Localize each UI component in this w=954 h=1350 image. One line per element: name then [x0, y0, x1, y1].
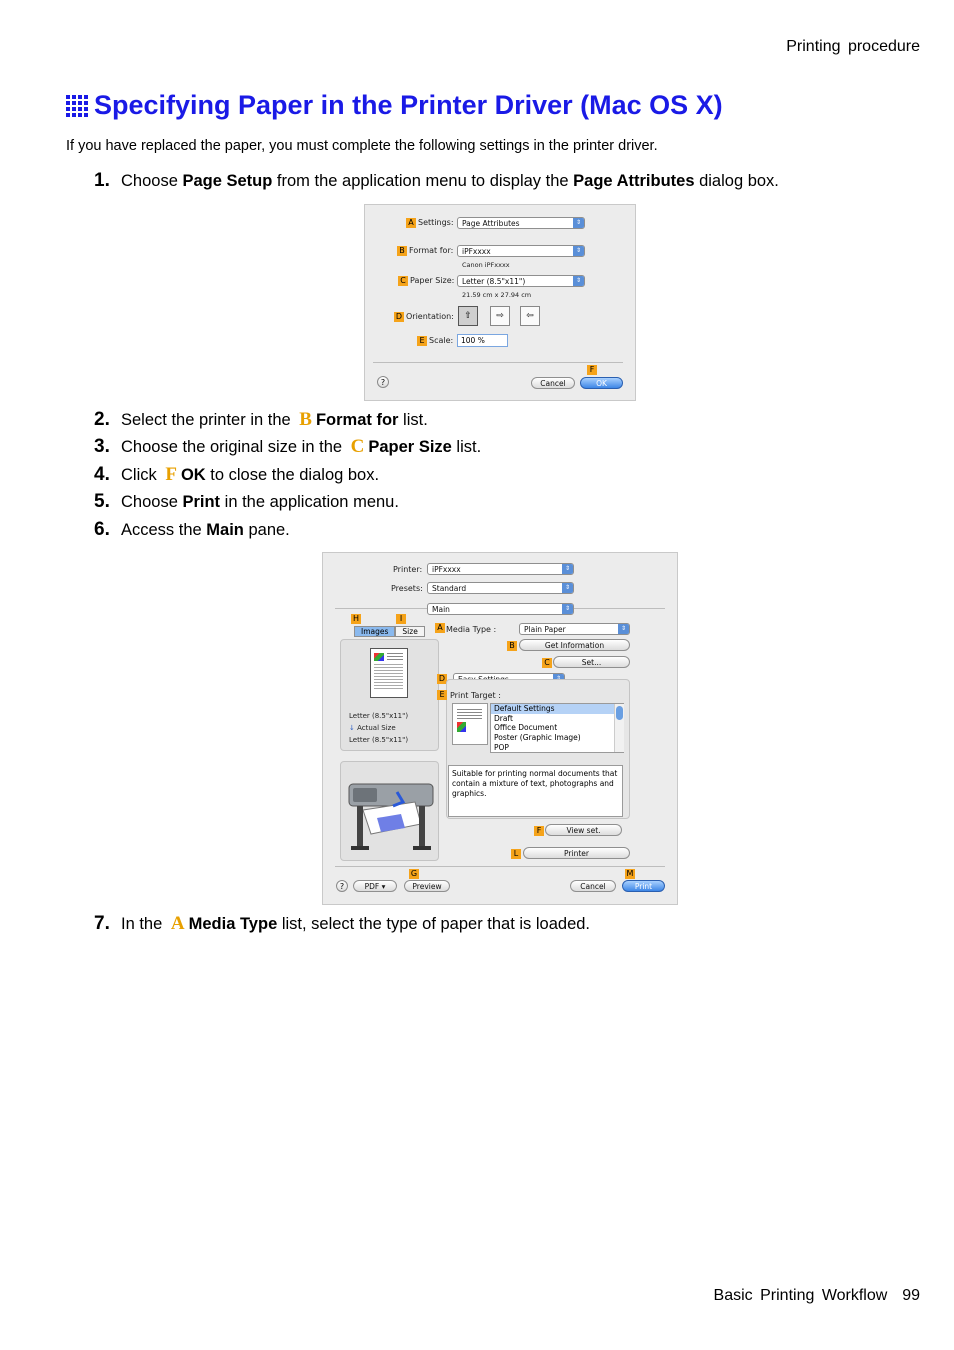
callout-letter: A	[170, 913, 185, 934]
printer-button[interactable]: Printer	[523, 847, 630, 859]
callout-l: L	[511, 849, 521, 859]
step-text: Click F OK to close the dialog box.	[121, 464, 380, 485]
callout-m: M	[626, 869, 634, 878]
presets-popup[interactable]: Standard ⇕	[427, 582, 574, 594]
print-target-label: Print Target :	[450, 691, 501, 700]
step-text: In the A Media Type list, select the type of paper that is loaded.	[121, 913, 591, 934]
divider	[335, 866, 665, 867]
description-box: Suitable for printing normal documents that contain a mixture of text, photographs and graphics.	[448, 765, 623, 817]
settings-label: Settings:	[418, 218, 454, 227]
cancel-button[interactable]: Cancel	[570, 880, 616, 892]
printer-label: Printer:	[393, 565, 423, 574]
format-for-label: Format for:	[409, 246, 454, 255]
preview-panel	[340, 639, 439, 751]
step-3	[94, 436, 481, 458]
running-header: Printing procedure	[786, 38, 920, 55]
step-text: Select the printer in the B Format for list.	[121, 409, 428, 430]
popup-arrow-icon: ⇕	[562, 564, 573, 574]
preview-tabs	[354, 626, 425, 637]
callout-b: B	[397, 246, 407, 256]
callout-b: B	[507, 641, 517, 651]
grid-icon	[66, 95, 88, 117]
callout-h: H	[352, 614, 359, 623]
callout-letter: C	[350, 436, 365, 457]
callout-c: C	[542, 658, 552, 668]
paper-size-popup[interactable]: Letter (8.5"x11") ⇕	[457, 275, 585, 287]
callout-c: C	[398, 276, 408, 286]
pdf-button[interactable]: PDF ▾	[353, 880, 397, 892]
step-text: Choose Page Setup from the application menu to display the Page Attributes dialog box.	[121, 172, 779, 190]
presets-label: Presets:	[391, 584, 423, 593]
preview-button[interactable]: Preview	[404, 880, 450, 892]
step-6	[94, 519, 290, 541]
ok-button[interactable]: OK	[580, 377, 623, 389]
callout-a: A	[435, 623, 445, 633]
step-number: 1.	[94, 170, 110, 191]
popup-arrow-icon: ⇕	[562, 583, 573, 593]
popup-arrow-icon: ⇕	[573, 218, 584, 228]
running-footer: Basic Printing Workflow 99	[713, 1287, 920, 1304]
landscape-right-icon[interactable]: ⇦	[520, 306, 540, 326]
section-title-block	[66, 90, 723, 121]
printer-popup[interactable]: iPFxxxx ⇕	[427, 563, 574, 575]
media-type-label: Media Type :	[446, 625, 497, 634]
step-number: 5.	[94, 491, 110, 512]
tab-size[interactable]: Size	[395, 626, 424, 637]
help-icon[interactable]: ?	[336, 880, 348, 892]
preview-paper-size: Letter (8.5"x11")	[349, 712, 409, 720]
step-text: Access the Main pane.	[121, 521, 290, 539]
preview-output-size: Letter (8.5"x11")	[349, 736, 409, 744]
arrow-down-icon: ↓	[349, 724, 355, 732]
callout-letter: B	[299, 409, 312, 430]
help-icon[interactable]: ?	[377, 376, 389, 388]
step-5	[94, 491, 399, 513]
intro-paragraph: If you have replaced the paper, you must complete the following settings in the printer driver.	[66, 138, 658, 154]
print-target-thumbnail	[452, 703, 488, 745]
format-for-popup[interactable]: iPFxxxx ⇕	[457, 245, 585, 257]
media-type-popup[interactable]: Plain Paper ⇕	[519, 623, 630, 635]
popup-arrow-icon: ⇕	[562, 604, 573, 614]
portrait-icon[interactable]: ⇧	[458, 306, 478, 326]
step-number: 2.	[94, 409, 110, 430]
popup-arrow-icon: ⇕	[573, 246, 584, 256]
page-number: 99	[902, 1287, 920, 1304]
callout-a: A	[406, 218, 416, 228]
callout-f: F	[587, 365, 597, 375]
callout-e: E	[437, 690, 447, 700]
list-item[interactable]: Draft	[494, 713, 513, 723]
format-for-subtext: Canon iPFxxxx	[462, 261, 510, 269]
printer-image-panel	[340, 761, 439, 861]
callout-e: E	[417, 336, 427, 346]
callout-d: D	[395, 312, 403, 321]
callout-i: I	[396, 614, 406, 624]
print-dialog	[322, 552, 678, 905]
scale-label: Scale:	[429, 336, 454, 345]
paper-size-subtext: 21.59 cm x 27.94 cm	[462, 291, 532, 299]
settings-popup[interactable]: Page Attributes ⇕	[457, 217, 585, 229]
list-item[interactable]: Default Settings	[491, 704, 623, 714]
orientation-label: Orientation:	[406, 312, 454, 321]
pane-popup[interactable]: Main ⇕	[427, 603, 574, 615]
step-text: Choose the original size in the C Paper Size list.	[121, 436, 482, 457]
callout-d: D	[438, 674, 446, 683]
preview-scale: ↓ Actual Size	[349, 724, 396, 732]
step-text: Choose Print in the application menu.	[121, 493, 399, 511]
step-number: 4.	[94, 464, 110, 485]
landscape-left-icon[interactable]: ⇨	[490, 306, 510, 326]
page-preview-icon	[370, 648, 408, 698]
popup-arrow-icon: ⇕	[573, 276, 584, 286]
list-item[interactable]: Poster (Graphic Image)	[494, 733, 581, 743]
list-scrollbar[interactable]	[614, 704, 624, 752]
step-1	[94, 170, 779, 192]
print-button[interactable]: Print	[622, 880, 665, 892]
large-format-printer-icon	[341, 762, 438, 860]
list-item[interactable]: POP	[494, 742, 509, 752]
step-number: 7.	[94, 913, 110, 934]
list-item[interactable]: Office Document	[494, 723, 558, 733]
divider	[373, 362, 623, 363]
step-4	[94, 464, 379, 486]
scale-input[interactable]: 100 %	[457, 334, 508, 347]
cancel-button[interactable]: Cancel	[531, 377, 575, 389]
step-number: 3.	[94, 436, 110, 457]
step-7	[94, 913, 590, 935]
step-number: 6.	[94, 519, 110, 540]
page-title: Specifying Paper in the Printer Driver (Mac OS X)	[94, 90, 723, 120]
paper-size-label: Paper Size:	[410, 276, 455, 285]
page-setup-dialog	[364, 204, 636, 401]
callout-f: F	[534, 826, 544, 836]
tab-images[interactable]: Images	[354, 626, 395, 637]
popup-arrow-icon: ⇕	[618, 624, 629, 634]
set-button[interactable]: Set...	[553, 656, 630, 668]
view-set-button[interactable]: View set.	[545, 824, 622, 836]
callout-g: G	[410, 869, 418, 878]
get-information-button[interactable]: Get Information	[519, 639, 630, 651]
print-target-list[interactable]	[490, 703, 624, 753]
step-2	[94, 409, 428, 431]
callout-letter: F	[165, 464, 177, 485]
